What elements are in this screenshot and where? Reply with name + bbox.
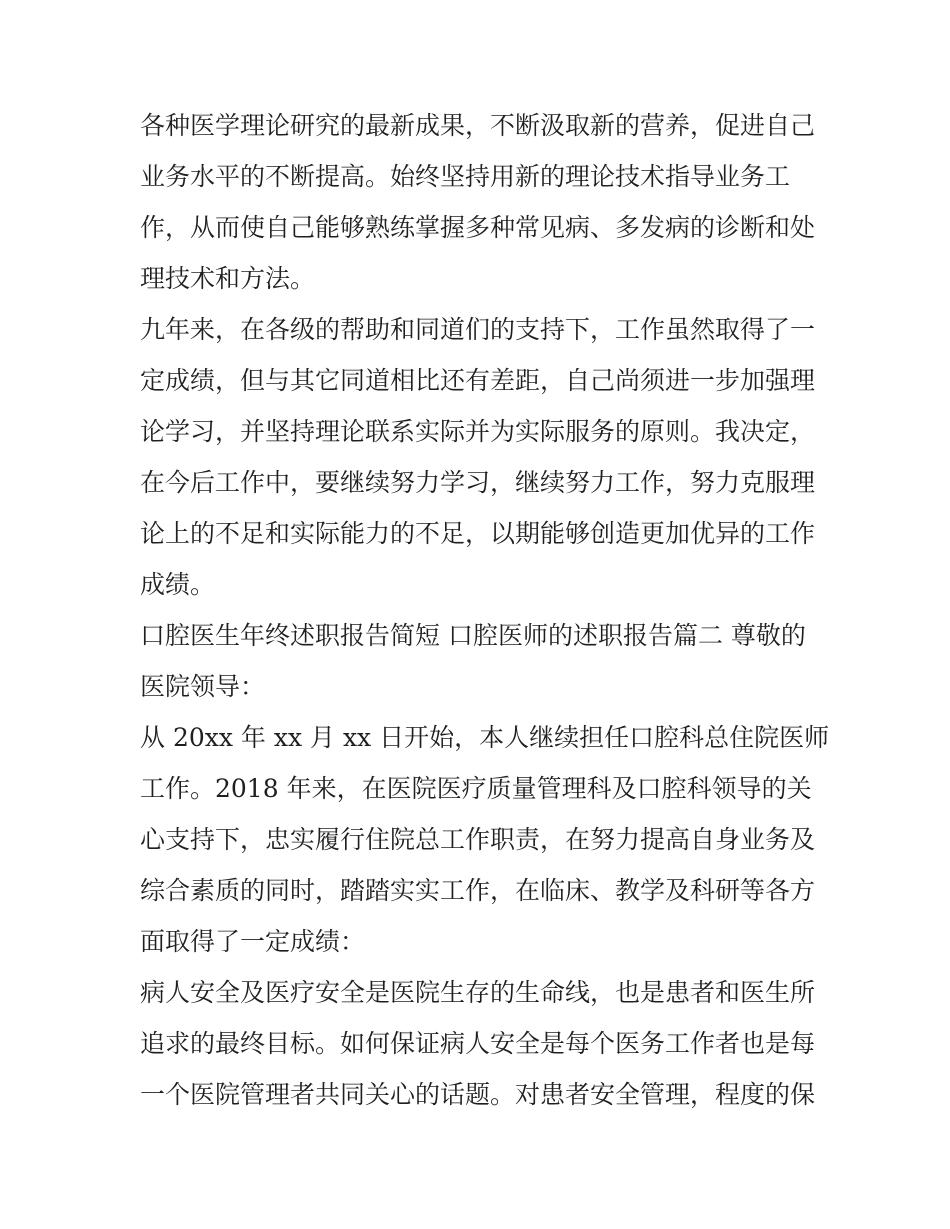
text-line: 一个医院管理者共同关心的话题。对患者安全管理，程度的保: [140, 1080, 816, 1109]
salutation-line: 医院领导：: [140, 672, 266, 701]
section-heading-line: 口腔医生年终述职报告简短 口腔医师的述职报告篇二 尊敬的: [140, 621, 806, 650]
text-line: 论上的不足和实际能力的不足，以期能够创造更加优异的工作: [140, 519, 816, 548]
text-line: 从 20xx 年 xx 月 xx 日开始，本人继续担任口腔科总住院医师: [140, 723, 830, 752]
text-line: 工作。2018 年来，在医院医疗质量管理科及口腔科领导的关: [140, 774, 812, 803]
text-line: 理技术和方法。: [140, 264, 316, 293]
text-line: 追求的最终目标。如何保证病人安全是每个医务工作者也是每: [140, 1029, 816, 1058]
text-line: 成绩。: [140, 570, 216, 599]
text-line: 面取得了一定成绩：: [140, 927, 366, 956]
document-body: [140, 100, 830, 1120]
text-line: 业务水平的不断提高。始终坚持用新的理论技术指导业务工: [140, 162, 791, 191]
text-line: 综合素质的同时，踏踏实实工作，在临床、教学及科研等各方: [140, 876, 816, 905]
text-line: 各种医学理论研究的最新成果，不断汲取新的营养，促进自己: [140, 111, 816, 140]
text-line: 论学习，并坚持理论联系实际并为实际服务的原则。我决定，: [140, 417, 816, 446]
text-line: 九年来，在各级的帮助和同道们的支持下，工作虽然取得了一: [140, 315, 816, 344]
text-line: 病人安全及医疗安全是医院生存的生命线，也是患者和医生所: [140, 978, 816, 1007]
text-line: 作，从而使自己能够熟练掌握多种常见病、多发病的诊断和处: [140, 213, 816, 242]
text-line: 心支持下，忠实履行住院总工作职责，在努力提高自身业务及: [140, 825, 816, 854]
text-line: 在今后工作中，要继续努力学习，继续努力工作，努力克服理: [140, 468, 816, 497]
text-line: 定成绩，但与其它同道相比还有差距，自己尚须进一步加强理: [140, 366, 816, 395]
